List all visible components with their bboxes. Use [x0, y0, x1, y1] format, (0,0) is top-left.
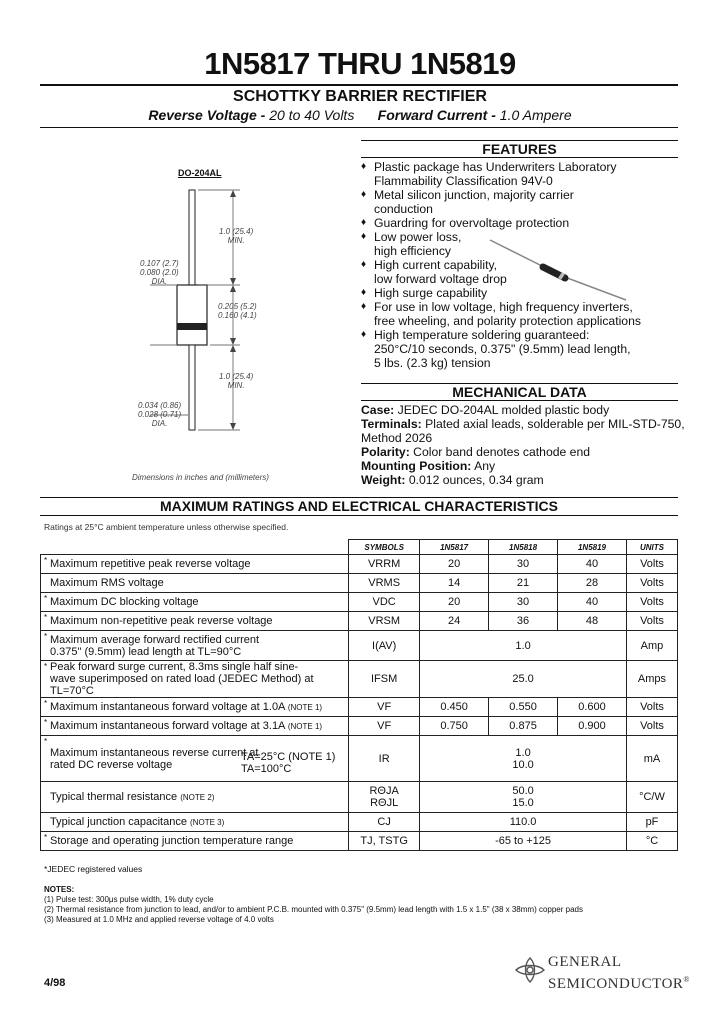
- param-line: Maximum average forward rectified current: [50, 633, 260, 646]
- mechanical-data: [361, 403, 691, 487]
- ratings-table: [40, 539, 678, 851]
- param-cell: [41, 612, 349, 631]
- value-cell: 0.600: [558, 698, 627, 717]
- note-1: (1) Pulse test: 300μs pulse width, 1% duty cycle: [44, 895, 214, 904]
- ratings-table-body: [41, 555, 678, 851]
- package-label: DO-204AL: [178, 168, 222, 178]
- col-1n5818-header: 1N5818: [489, 540, 558, 555]
- param-cell: [41, 661, 349, 698]
- value-text: 25.0: [512, 673, 534, 685]
- features-heading: FEATURES: [482, 141, 557, 157]
- bottom-lead: [189, 345, 195, 430]
- param-line: Storage and operating junction temperature range: [50, 835, 294, 847]
- value-cell: 40: [558, 593, 627, 612]
- value-line: 15.0: [512, 797, 534, 809]
- table-header-row: [41, 540, 678, 555]
- unit-cell: °C/W: [626, 782, 677, 813]
- table-row: [41, 612, 678, 631]
- feature-item: ♦ For use in low voltage, high frequency inverters, free wheeling, and polarity protection applications: [361, 300, 681, 328]
- symbol-cell: [349, 593, 420, 612]
- reverse-voltage-label: Reverse Voltage -: [148, 107, 266, 123]
- table-row: [41, 631, 678, 661]
- dim-body-len: 0.205 (5.2) 0.160 (4.1): [218, 302, 257, 320]
- param-note: (NOTE 1): [287, 722, 323, 731]
- value-cell: 14: [420, 574, 489, 593]
- mechanical-row: Weight: 0.012 ounces, 0.34 gram: [361, 473, 544, 487]
- value-cell: 0.450: [420, 698, 489, 717]
- jedec-star: *: [44, 833, 48, 842]
- condition-line: TA=25°C (NOTE 1): [241, 751, 336, 763]
- cathode-band: [177, 323, 207, 330]
- jedec-star: *: [44, 594, 48, 603]
- subtitle-rule: [40, 127, 678, 128]
- mechanical-row: Polarity: Color band denotes cathode end: [361, 445, 591, 459]
- unit-cell: Volts: [626, 717, 677, 736]
- param-cell: [41, 555, 349, 574]
- symbol-text: VF: [377, 720, 392, 732]
- ratings-rule-bottom: [40, 515, 678, 516]
- value-cell: 0.750: [420, 717, 489, 736]
- company-logo-icon: [514, 956, 546, 984]
- table-row: [41, 574, 678, 593]
- symbol-cell: [349, 832, 420, 851]
- symbol-text: VRMS: [368, 577, 401, 589]
- value-cell: 21: [489, 574, 558, 593]
- param-note: (NOTE 3): [190, 818, 225, 827]
- value-cell: 20: [420, 555, 489, 574]
- condition-block: [241, 751, 335, 775]
- dimensions-note: Dimensions in inches and (millimeters): [132, 473, 269, 482]
- feature-item: ♦ High current capability, low forward voltage drop: [361, 258, 681, 286]
- value-cell-span: [420, 813, 627, 832]
- dim-lead-bottom: 1.0 (25.4) MIN.: [219, 372, 254, 390]
- param-cell: [41, 631, 349, 661]
- value-cell: 24: [420, 612, 489, 631]
- mech-rule-bottom: [361, 400, 678, 401]
- units-header: UNITS: [626, 540, 677, 555]
- table-row: [41, 717, 678, 736]
- param-line: rated DC reverse voltage: [50, 758, 173, 771]
- mechanical-row: Case: JEDEC DO-204AL molded plastic body: [361, 403, 610, 417]
- jedec-star: *: [44, 613, 48, 622]
- jedec-star: *: [44, 699, 48, 708]
- symbol-text: VF: [377, 701, 392, 713]
- symbol-cell: [349, 612, 420, 631]
- param-line: Maximum non-repetitive peak reverse voltage: [50, 615, 273, 627]
- dim-body-dia: 0.107 (2.7) 0.080 (2.0) DIA.: [140, 259, 179, 286]
- param-cell: [41, 698, 349, 717]
- features-rule-bottom: [361, 157, 678, 158]
- jedec-star: *: [44, 718, 48, 727]
- jedec-star: *: [44, 737, 48, 746]
- feature-item: ♦ High temperature soldering guaranteed: 250°C/10 seconds, 0.375" (9.5mm) lead length, 5 lbs. (2.3 kg) tension: [361, 328, 681, 370]
- param-cell: [41, 593, 349, 612]
- table-row: [41, 736, 678, 782]
- value-text: 1.0: [515, 639, 531, 652]
- rectifier-photo: [488, 238, 628, 302]
- table-row: [41, 813, 678, 832]
- param-cell: [41, 832, 349, 851]
- page-title: 1N5817 THRU 1N5819: [204, 46, 516, 81]
- value-cell: 0.900: [558, 717, 627, 736]
- col-1n5819-header: 1N5819: [558, 540, 627, 555]
- jedec-star: *: [44, 556, 48, 565]
- feature-item: ♦ Plastic package has Underwriters Laboratory Flammability Classification 94V-0: [361, 160, 681, 188]
- value-cell-span: [420, 661, 627, 698]
- mechanical-row: Terminals: Plated axial leads, solderable per MIL-STD-750, Method 2026: [361, 417, 685, 445]
- param-cell: [41, 813, 349, 832]
- symbol-cell: [349, 661, 420, 698]
- forward-current-value: 1.0 Ampere: [499, 107, 572, 123]
- value-cell: 36: [489, 612, 558, 631]
- param-line: Peak forward surge current, 8.3ms single half sine-: [50, 661, 299, 673]
- symbol-text: VDC: [372, 596, 396, 608]
- param-line: Maximum instantaneous reverse current at: [50, 746, 259, 759]
- symbol-cell: [349, 736, 420, 782]
- notes-heading: NOTES:: [44, 885, 75, 894]
- note-2: (2) Thermal resistance from junction to lead, and/or to ambient P.C.B. mounted with 0.375" (9.5mm) lead length with 1.5 x 1.5" (38 x 38mm) copper pads: [44, 905, 583, 914]
- value-text: 110.0: [509, 816, 537, 828]
- symbol-text: I(AV): [372, 639, 397, 652]
- symbol-text: VRRM: [367, 558, 401, 570]
- param-cell: [41, 736, 349, 782]
- unit-cell: Volts: [626, 698, 677, 717]
- jedec-star: *: [44, 662, 48, 671]
- mechanical-heading: MECHANICAL DATA: [452, 384, 587, 400]
- logo-line-1: GENERAL: [548, 954, 622, 970]
- symbol-cell: [349, 574, 420, 593]
- table-row: [41, 661, 678, 698]
- value-cell: 20: [420, 593, 489, 612]
- value-line: 50.0: [512, 785, 534, 797]
- symbol-text: TJ, TSTG: [360, 835, 408, 847]
- param-text: Maximum instantaneous forward voltage at 3.1A: [50, 720, 285, 732]
- unit-cell: pF: [626, 813, 677, 832]
- value-cell: 0.550: [489, 698, 558, 717]
- title-rule: [40, 84, 678, 86]
- feature-item: ♦ High surge capability: [361, 286, 681, 300]
- reverse-voltage-value: 20 to 40 Volts: [269, 107, 355, 123]
- symbol-cell: [349, 717, 420, 736]
- unit-cell: mA: [626, 736, 677, 782]
- ratings-heading: MAXIMUM RATINGS AND ELECTRICAL CHARACTERISTICS: [160, 498, 558, 514]
- symbol-text: VRSM: [368, 615, 401, 627]
- param-line: Maximum DC blocking voltage: [50, 596, 199, 608]
- param-note: (NOTE 1): [287, 703, 323, 712]
- revision-date: 4/98: [44, 977, 66, 989]
- value-cell: 28: [558, 574, 627, 593]
- device-subtitle: SCHOTTKY BARRIER RECTIFIER: [233, 88, 487, 105]
- dim-lead-top: 1.0 (25.4) MIN.: [219, 227, 254, 245]
- param-text: Typical junction capacitance: [50, 816, 187, 828]
- param-line: Maximum repetitive peak reverse voltage: [50, 558, 251, 570]
- unit-cell: Volts: [626, 593, 677, 612]
- table-row: [41, 593, 678, 612]
- param-header: [41, 540, 349, 555]
- symbol-line: RΘJA: [369, 785, 399, 797]
- col-1n5817-header: 1N5817: [420, 540, 489, 555]
- unit-cell: °C: [626, 832, 677, 851]
- value-cell: 30: [489, 593, 558, 612]
- company-logo-text: [548, 954, 690, 993]
- mechanical-row: Mounting Position: Any: [361, 459, 496, 473]
- param-text: Typical thermal resistance: [50, 791, 178, 803]
- value-cell: 30: [489, 555, 558, 574]
- value-line: 1.0: [515, 746, 531, 759]
- unit-cell: Volts: [626, 574, 677, 593]
- unit-cell: Amps: [626, 661, 677, 698]
- param-text: Maximum instantaneous forward voltage at 1.0A: [50, 701, 285, 713]
- top-lead: [189, 190, 195, 285]
- param-line: wave superimposed on rated load (JEDEC Method) at TL=70°C: [50, 673, 314, 697]
- symbol-cell: [349, 782, 420, 813]
- condition-line: TA=100°C: [241, 763, 292, 775]
- table-row: [41, 698, 678, 717]
- symbols-header: SYMBOLS: [349, 540, 420, 555]
- param-cell: [41, 717, 349, 736]
- table-row: [41, 782, 678, 813]
- value-line: 10.0: [512, 758, 534, 771]
- feature-item: ♦ Guardring for overvoltage protection: [361, 216, 681, 230]
- unit-cell: Volts: [626, 555, 677, 574]
- feature-item: ♦ Metal silicon junction, majority carrier conduction: [361, 188, 681, 216]
- symbol-text: CJ: [377, 816, 391, 828]
- unit-cell: Amp: [626, 631, 677, 661]
- symbol-cell: [349, 631, 420, 661]
- symbol-cell: [349, 555, 420, 574]
- feature-item: ♦ Low power loss, high efficiency: [361, 230, 681, 258]
- forward-current-label: Forward Current -: [377, 107, 496, 123]
- param-cell: [41, 574, 349, 593]
- value-cell-span: [420, 782, 627, 813]
- unit-cell: Volts: [626, 612, 677, 631]
- logo-line-2: SEMICONDUCTOR®: [548, 975, 690, 992]
- param-line: Maximum RMS voltage: [50, 577, 164, 589]
- dim-lead-dia: 0.034 (0.86) 0.028 (0.71) DIA.: [138, 401, 182, 428]
- value-cell-span: [420, 631, 627, 661]
- value-cell-span: [420, 736, 627, 782]
- param-note: (NOTE 2): [180, 793, 215, 802]
- param-line: 0.375" (9.5mm) lead length at TL=90°C: [50, 645, 242, 658]
- value-text: -65 to +125: [495, 835, 552, 847]
- notes-block: [44, 885, 583, 925]
- note-3: (3) Measured at 1.0 MHz and applied reverse voltage of 4.0 volts: [44, 915, 274, 924]
- symbol-text: IFSM: [371, 673, 398, 685]
- symbol-text: IR: [378, 752, 390, 765]
- jedec-star: *: [44, 632, 48, 641]
- value-cell: 0.875: [489, 717, 558, 736]
- table-row: [41, 832, 678, 851]
- value-cell: 48: [558, 612, 627, 631]
- value-cell-span: [420, 832, 627, 851]
- ratings-summary: [0, 107, 720, 123]
- value-cell: 40: [558, 555, 627, 574]
- jedec-note: *JEDEC registered values: [44, 864, 143, 874]
- ratings-condition-note: Ratings at 25°C ambient temperature unless otherwise specified.: [44, 522, 289, 532]
- symbol-cell: [349, 813, 420, 832]
- param-cell: [41, 782, 349, 813]
- diode-body: [177, 285, 207, 345]
- symbol-line: RΘJL: [370, 797, 399, 809]
- table-row: [41, 555, 678, 574]
- symbol-cell: [349, 698, 420, 717]
